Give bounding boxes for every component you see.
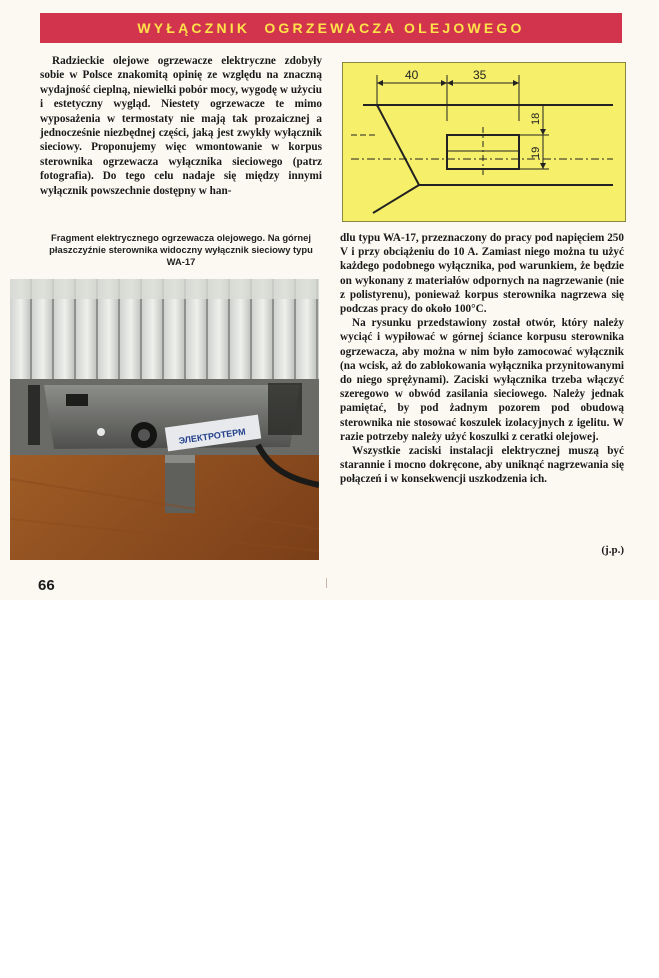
left-column-text: [40, 54, 322, 198]
fold-mark: [326, 578, 327, 588]
dim-top-left: 40: [405, 68, 419, 82]
dim-top-right: 35: [473, 68, 487, 82]
closing-paragraph: Wszystkie zaciski instalacji elektrycznej muszą być starannie i mocno dokręcone, aby uniknąć nagrzewania się połączeń i w konsekwencji uszkodzenia ich.: [340, 445, 624, 486]
article-title: WYŁĄCZNIK OGRZEWACZA OLEJOWEGO: [137, 20, 525, 36]
intro-paragraph: Radzieckie olejowe ogrzewacze elektryczne zdobyły sobie w Polsce znakomitą opinię ze względu na znaczną wydajność cieplną, niewielki pobór mocy, wygodę w użyciu i estetyczny wygląd. Niestety ogrzewacze te mimo wyposażenia w termostaty nie mają tak prozaicznej a jednocześnie niezbędnej części, jaką jest zwykły wyłącznik sieciowy. Proponujemy więc wmontowanie w korpus sterownika ogrzewacza wyłącznika sieciowego (patrz fotografia). Do tego celu nadaje się między innymi wyłącznik powszechnie dostępny w han-: [40, 55, 322, 197]
article-header-bar: [40, 13, 622, 43]
heater-photo-illustration: [10, 279, 319, 560]
cutout-drawing-svg: [343, 63, 625, 221]
continuation-paragraph: dlu typu WA-17, przeznaczony do pracy pod napięciem 250 V i przy obciążeniu do 10 A. Zamiast niego można tu użyć każdego podobnego wyłącznika, pod warunkiem, że będzie on wykonany z materiałów odpornych na nagrzewanie (nie z polistyrenu), ponieważ korpus sterownika nagrzewa się podczas pracy do około 100°C.: [340, 232, 624, 316]
cutout-drawing: [342, 62, 626, 222]
drawing-paragraph: Na rysunku przedstawiony został otwór, który należy wyciąć i wypiłować w górnej ściance korpusu sterownika ogrzewacza, aby można w nim było zamocować wyłącznik (na wcisk, aż do zablokowania wyłącznika przynitowanymi do niego sprężynami). Zaciski wyłącznika trzeba włączyć szeregowo w obwód zasilania sieciowego. Należy jednak pamiętać, by pod żadnym pozorem pod obudową sterownika nie stosować koszulek izolacyjnych z igelitu. W razie potrzeby należy użyć koszulki z ceratki olejowej.: [340, 317, 624, 443]
heater-photo: [10, 279, 319, 560]
page-number: 66: [38, 577, 55, 594]
dim-side-upper: 18: [530, 112, 542, 125]
switch-label-text: ЭЛЕКТРОТЕРМ: [178, 426, 247, 446]
right-column-text: [340, 231, 624, 487]
dim-side-lower: 19: [530, 146, 542, 159]
author-signature: (j.p.): [601, 544, 624, 556]
photo-caption: Fragment elektrycznego ogrzewacza olejowego. Na górnej płaszczyźnie sterownika widoczny wyłącznik sieciowy typu WA-17: [49, 232, 313, 267]
